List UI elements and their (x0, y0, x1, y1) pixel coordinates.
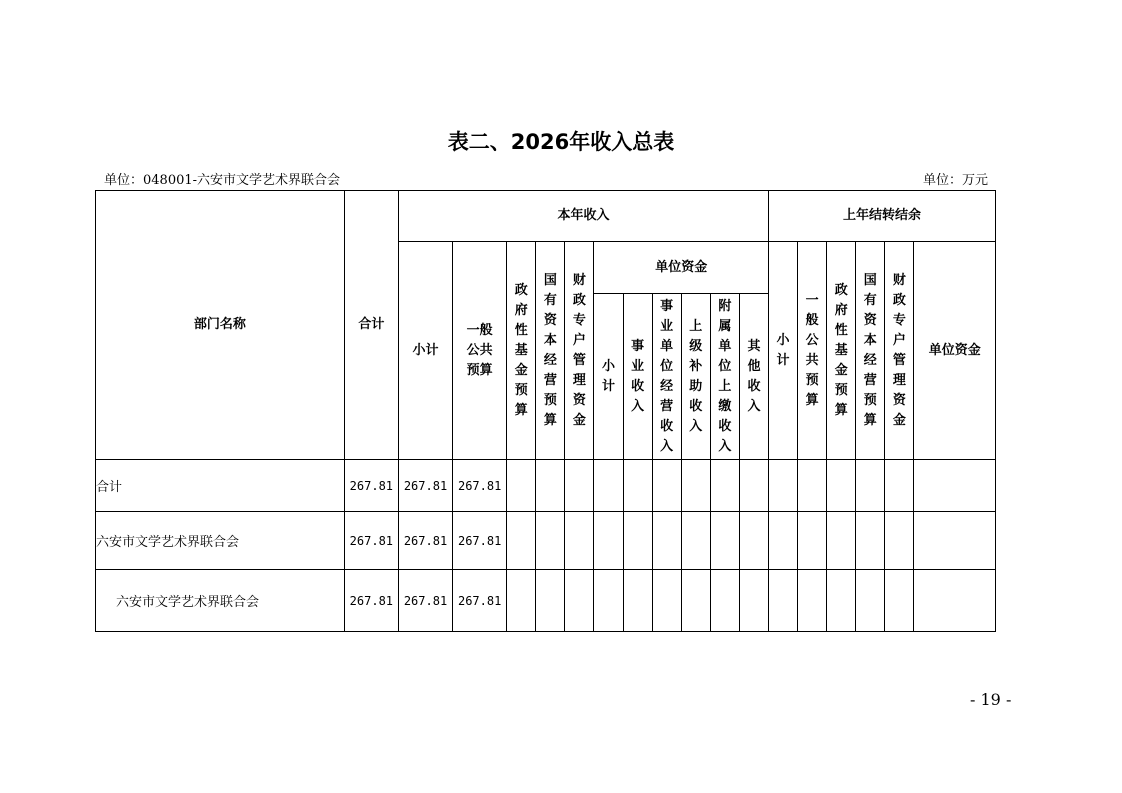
header-cy-general-budget: 一般公共预算 (453, 242, 507, 460)
header-uf-affiliated-remit: 附属单位上缴收入 (710, 294, 739, 460)
empty-cell (681, 460, 710, 512)
header-uf-superior-subsidy: 上级补助收入 (681, 294, 710, 460)
empty-cell (652, 460, 681, 512)
header-co-general-budget: 一般公共预算 (798, 242, 827, 460)
empty-cell (652, 570, 681, 632)
cell-total: 267.81 (344, 512, 398, 570)
empty-cell (856, 570, 885, 632)
empty-cell (710, 460, 739, 512)
empty-cell (507, 512, 536, 570)
cell-subtotal: 267.81 (398, 512, 452, 570)
header-co-state-capital: 国有资本经营预算 (856, 242, 885, 460)
cell-general-budget: 267.81 (453, 570, 507, 632)
empty-cell (681, 512, 710, 570)
empty-cell (769, 460, 798, 512)
empty-cell (565, 570, 594, 632)
row-name: 六安市文学艺术界联合会 (96, 512, 345, 570)
empty-cell (798, 512, 827, 570)
header-co-subtotal: 小计 (769, 242, 798, 460)
empty-cell (827, 460, 856, 512)
empty-cell (769, 512, 798, 570)
header-co-fiscal-special: 财政专户管理资金 (885, 242, 914, 460)
page-title: 表二、2026年收入总表 (447, 130, 675, 154)
header-co-gov-fund: 政府性基金预算 (827, 242, 856, 460)
empty-cell (914, 570, 996, 632)
empty-cell (914, 512, 996, 570)
empty-cell (798, 460, 827, 512)
header-uf-subtotal: 小计 (594, 294, 623, 460)
table-row-unit (96, 570, 996, 632)
empty-cell (594, 512, 623, 570)
header-uf-other-income: 其他收入 (739, 294, 768, 460)
empty-cell (623, 460, 652, 512)
table-header (96, 191, 996, 460)
empty-cell (507, 460, 536, 512)
table-row-department (96, 512, 996, 570)
header-uf-business-income: 事业收入 (623, 294, 652, 460)
page-number: - 19 - (970, 690, 1012, 709)
empty-cell (856, 512, 885, 570)
empty-cell (536, 570, 565, 632)
empty-cell (739, 512, 768, 570)
table-body (96, 460, 996, 632)
empty-cell (623, 512, 652, 570)
header-cy-gov-fund: 政府性基金预算 (507, 242, 536, 460)
header-cy-fiscal-special: 财政专户管理资金 (565, 242, 594, 460)
header-total: 合计 (344, 191, 398, 460)
row-name: 六安市文学艺术界联合会 (96, 570, 345, 632)
empty-cell (681, 570, 710, 632)
empty-cell (856, 460, 885, 512)
header-co-unit-funds: 单位资金 (914, 242, 996, 460)
empty-cell (914, 460, 996, 512)
empty-cell (565, 512, 594, 570)
empty-cell (885, 570, 914, 632)
empty-cell (565, 460, 594, 512)
row-name: 合计 (96, 460, 345, 512)
header-dept-name: 部门名称 (96, 191, 345, 460)
header-unit-funds: 单位资金 (594, 242, 769, 294)
empty-cell (798, 570, 827, 632)
empty-cell (885, 460, 914, 512)
empty-cell (594, 570, 623, 632)
income-summary-table (95, 190, 996, 632)
empty-cell (536, 460, 565, 512)
cell-general-budget: 267.81 (453, 460, 507, 512)
empty-cell (507, 570, 536, 632)
cell-total: 267.81 (344, 570, 398, 632)
empty-cell (594, 460, 623, 512)
empty-cell (739, 460, 768, 512)
empty-cell (710, 570, 739, 632)
header-cy-subtotal: 小计 (398, 242, 452, 460)
cell-general-budget: 267.81 (453, 512, 507, 570)
empty-cell (885, 512, 914, 570)
unit-organization: 单位：048001-六安市文学艺术界联合会 (104, 173, 341, 188)
unit-currency: 单位：万元 (922, 173, 988, 188)
empty-cell (827, 570, 856, 632)
empty-cell (652, 512, 681, 570)
header-uf-operating-income: 事业单位经营收入 (652, 294, 681, 460)
cell-subtotal: 267.81 (398, 460, 452, 512)
empty-cell (536, 512, 565, 570)
empty-cell (710, 512, 739, 570)
empty-cell (739, 570, 768, 632)
header-current-year-income: 本年收入 (398, 191, 768, 242)
table-row-total (96, 460, 996, 512)
empty-cell (769, 570, 798, 632)
empty-cell (827, 512, 856, 570)
empty-cell (623, 570, 652, 632)
cell-subtotal: 267.81 (398, 570, 452, 632)
header-carryover: 上年结转结余 (769, 191, 996, 242)
cell-total: 267.81 (344, 460, 398, 512)
header-cy-state-capital: 国有资本经营预算 (536, 242, 565, 460)
